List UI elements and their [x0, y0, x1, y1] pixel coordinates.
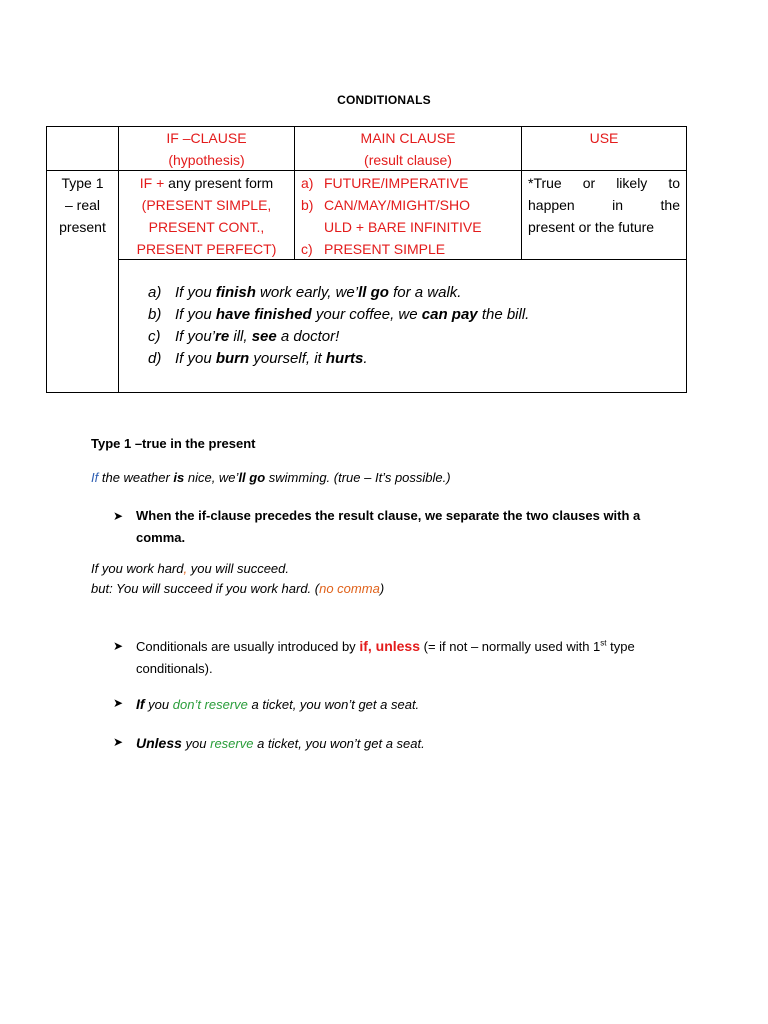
table-border-right: [686, 126, 687, 393]
rule-unless-text: [113, 635, 673, 680]
example-text: you: [181, 736, 211, 751]
main-clause-cell: [301, 172, 521, 260]
arrowhead-bullet-icon: ➤: [113, 509, 124, 523]
any-present-form: any present form: [168, 175, 274, 191]
example-item: [148, 348, 529, 370]
verb-highlight: don’t reserve: [172, 697, 248, 712]
use-line: *True or likely to: [528, 175, 680, 191]
use-line: happen in the: [528, 197, 680, 213]
main-clause-text: CAN/MAY/MIGHT/SHO: [324, 197, 470, 213]
example-bold: ll go: [358, 284, 389, 301]
example-text: for a walk.: [388, 284, 462, 301]
example-text: you will succeed.: [187, 561, 290, 576]
document-title: CONDITIONALS: [337, 93, 431, 107]
type-label-line: present: [59, 219, 106, 235]
unless-example-text: [113, 735, 425, 751]
example-text: If you work hard: [91, 561, 184, 576]
weather-example: [91, 470, 451, 485]
example-bold: re: [215, 328, 230, 345]
example-text: If you: [175, 284, 216, 301]
example-text: but: You will succeed if you work hard. (: [91, 581, 320, 596]
conditionals-table: [46, 126, 687, 393]
keyword-highlight: if, unless: [359, 638, 420, 654]
arrowhead-bullet-icon: ➤: [113, 639, 124, 653]
table-border-bottom: [46, 392, 687, 393]
example-text: you: [144, 697, 173, 712]
if-example-text: [113, 696, 419, 712]
list-marker: b): [301, 197, 314, 213]
keyword: If: [136, 696, 145, 712]
example-text: your coffee, we: [311, 306, 422, 323]
example-bold: can pay: [421, 306, 478, 323]
unless-example-bullet: [113, 735, 425, 751]
example-text: yourself, it: [249, 350, 326, 367]
example-text: ill,: [229, 328, 252, 345]
example-text: a ticket, you won’t get a seat.: [247, 697, 420, 712]
rule-text: (= if not – normally used with 1: [420, 639, 601, 654]
example-item: [148, 326, 529, 348]
main-clause-item: [301, 172, 521, 194]
list-marker: c): [148, 328, 161, 345]
examples-list: [148, 282, 529, 370]
example-text: a ticket, you won’t get a seat.: [253, 736, 425, 751]
example-text: the weather: [98, 470, 174, 485]
if-clause-cell: [119, 172, 294, 260]
if-clause-first-line: [119, 172, 294, 194]
example-bold: ll go: [238, 470, 266, 485]
header-if-clause: [119, 127, 294, 171]
type-label-cell: [47, 172, 118, 238]
header-main-clause: [295, 127, 521, 171]
header-if-clause-sub: (hypothesis): [168, 152, 245, 168]
if-form-line: (PRESENT SIMPLE,: [141, 197, 272, 213]
example-text: work early, we’: [255, 284, 359, 301]
list-marker: b): [148, 306, 162, 323]
example-text: nice, we’: [184, 470, 239, 485]
example-text: the bill.: [477, 306, 530, 323]
arrowhead-bullet-icon: ➤: [113, 735, 124, 749]
if-form-line: PRESENT CONT.,: [148, 219, 265, 235]
if-keyword: If: [91, 470, 99, 485]
header-use: [522, 127, 686, 149]
header-main-clause-sub: (result clause): [364, 152, 452, 168]
main-clause-text: PRESENT SIMPLE: [324, 241, 446, 257]
example-bold: hurts: [325, 350, 364, 367]
example-bold: is: [173, 470, 185, 485]
type-label-line: – real: [64, 197, 101, 213]
example-text: If you’: [175, 328, 216, 345]
rule-unless: [113, 635, 673, 680]
main-clause-text: ULD + BARE INFINITIVE: [324, 219, 482, 235]
list-marker: a): [148, 284, 162, 301]
example-text: a doctor!: [276, 328, 340, 345]
main-clause-text: FUTURE/IMPERATIVE: [324, 175, 469, 191]
example-item: [148, 282, 529, 304]
example-text: If you: [175, 306, 216, 323]
main-clause-item: [301, 194, 521, 238]
rule-comma-text: When the if-clause precedes the result clause, we separate the two clauses with a comma.: [136, 508, 641, 545]
example-text: If you: [175, 350, 216, 367]
use-cell: [528, 172, 680, 238]
arrowhead-bullet-icon: ➤: [113, 696, 124, 710]
example-bold: burn: [215, 350, 250, 367]
if-plus: IF +: [139, 175, 169, 191]
ordinal-suffix: st: [600, 638, 607, 648]
example-bold: finish: [215, 284, 256, 301]
example-text: ): [379, 581, 385, 596]
table-border-left: [46, 126, 47, 393]
example-bold: have finished: [215, 306, 312, 323]
header-use-label: USE: [589, 130, 619, 146]
no-comma-example: [91, 581, 384, 596]
use-line: present or the future: [528, 219, 655, 235]
type-label-line: Type 1: [61, 175, 104, 191]
list-marker: c): [301, 241, 313, 257]
main-clause-list: [301, 172, 521, 260]
example-text: .: [363, 350, 368, 367]
list-marker: a): [301, 175, 314, 191]
rule-text: type conditionals).: [136, 639, 635, 676]
if-form-line: PRESENT PERFECT): [136, 241, 277, 257]
example-bold: see: [251, 328, 277, 345]
keyword: Unless: [136, 735, 182, 751]
comma-highlight: ,: [183, 561, 188, 576]
header-if-clause-label: IF –CLAUSE: [166, 130, 247, 146]
verb-highlight: reserve: [210, 736, 254, 751]
example-text: swimming. (true – It’s possible.): [265, 470, 451, 485]
section-title: Type 1 –true in the present: [91, 436, 256, 451]
no-comma-note: no comma: [319, 581, 380, 596]
work-hard-example: [91, 561, 289, 576]
if-example-bullet: [113, 696, 419, 712]
list-marker: d): [148, 350, 162, 367]
header-main-clause-label: MAIN CLAUSE: [360, 130, 456, 146]
rule-comma: [113, 505, 673, 549]
example-item: [148, 304, 529, 326]
main-clause-item: [301, 238, 521, 260]
rule-text: Conditionals are usually introduced by: [136, 639, 360, 654]
